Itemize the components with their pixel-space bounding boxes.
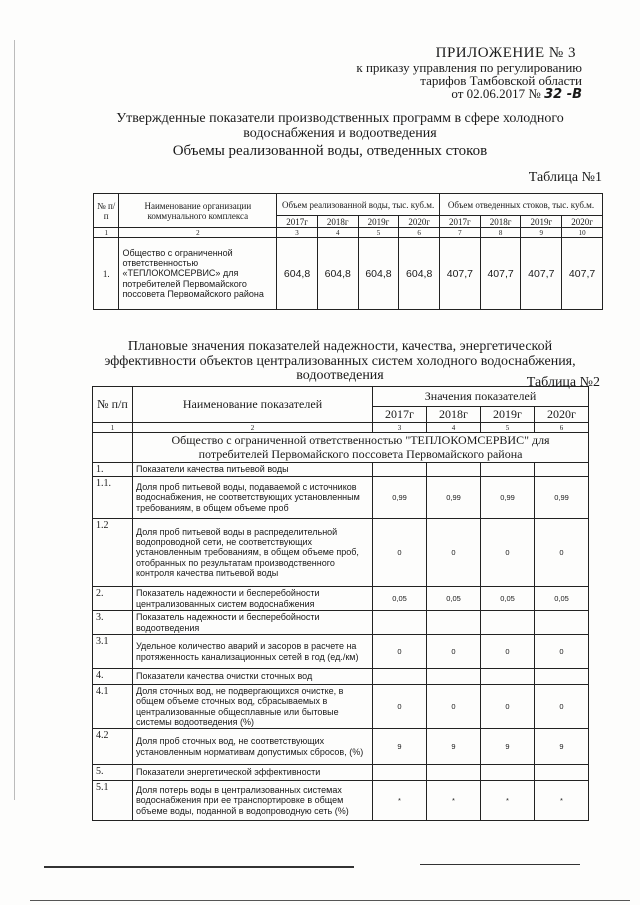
heading2-line2: эффективности объектов централизованных систем холодного водоснабжения, [104, 353, 576, 369]
t2-row-name: Доля сточных вод, не подвергающихся очистке, в общем объеме сточных вод, сбрасываемых в централизованные общесплавные или бытовые системы водоотведения (%) [133, 685, 373, 729]
table-row [93, 477, 589, 519]
t2-year: 2017г [373, 407, 427, 423]
t1-year: 2017г [277, 216, 318, 228]
t2-row-name: Доля проб питьевой воды, подаваемой с источников водоснабжения, не соответствующих установленным требованиям, в общем объеме проб [133, 477, 373, 519]
appendix-line4 [356, 87, 582, 101]
heading2-line1: Плановые значения показателей надежности, качества, энергетической [127, 339, 553, 354]
t2-row-value [427, 611, 481, 635]
t2-row-name: Удельное количество аварий и засоров в расчете на протяженность канализационных сетей в год (ед./км) [133, 635, 373, 669]
table1-label: Таблица №1 [528, 170, 602, 185]
t2-row-value: 0 [427, 635, 481, 669]
t2-row-name: Доля потерь воды в централизованных системах водоснабжения при ее транспортировке в общем объеме воды, поданной в водопроводную сеть (%) [133, 781, 373, 821]
t2-row-name: Показатели энергетической эффективности [133, 765, 373, 781]
t2-row-value [427, 669, 481, 685]
t2-row-name: Доля проб сточных вод, не соответствующих установленным нормативам допустимых сбросов, (%) [133, 729, 373, 765]
scan-edge-marks [14, 40, 15, 800]
t2-row-num: 4.1 [93, 685, 133, 729]
t2-row-name: Показатели качества питьевой воды [133, 463, 373, 477]
t2-row-value: 0 [481, 685, 535, 729]
t2-index: 1 [93, 423, 133, 433]
t2-row-value: 0,05 [481, 587, 535, 611]
t2-row-value: 0 [427, 685, 481, 729]
t2-row-num: 3. [93, 611, 133, 635]
t2-header-num: № п/п [93, 387, 133, 423]
t2-header-name: Наименование показателей [133, 387, 373, 423]
t2-row-num: 5.1 [93, 781, 133, 821]
t1-year: 2019г [358, 216, 399, 228]
t2-row-value: 0 [535, 635, 589, 669]
t2-row-value: 9 [427, 729, 481, 765]
t2-row-value: 0 [535, 519, 589, 587]
t2-row-value: 0,05 [373, 587, 427, 611]
t2-row-value [535, 611, 589, 635]
document-heading [90, 112, 590, 141]
heading-line2: водоснабжения и водоотведения [243, 125, 437, 141]
appendix-line3: тарифов Тамбовской области [420, 73, 582, 88]
t1-year: 2018г [480, 216, 521, 228]
t1-year: 2020г [562, 216, 603, 228]
table2-label: Таблица №2 [526, 375, 600, 390]
t2-index: 2 [133, 423, 373, 433]
t1-index: 2 [119, 228, 277, 238]
t2-row-num: 1.1. [93, 477, 133, 519]
t2-year: 2020г [535, 407, 589, 423]
t2-index: 3 [373, 423, 427, 433]
t2-row-name: Показатели качества очистки сточных вод [133, 669, 373, 685]
t2-row-num: 4. [93, 669, 133, 685]
t2-row-value [427, 463, 481, 477]
t2-row-value [535, 463, 589, 477]
t2-year: 2019г [481, 407, 535, 423]
t2-index: 5 [481, 423, 535, 433]
t1-year: 2020г [399, 216, 440, 228]
t2-row-name: Доля проб питьевой воды в распределительной водопроводной сети, не соответствующих установленным требованиям, в общем объеме проб, отобранных по результатам производственного контроля качества питьевой воды [133, 519, 373, 587]
table-row [93, 587, 589, 611]
t2-row-value [481, 611, 535, 635]
t2-row-value: 0,99 [427, 477, 481, 519]
table-row [93, 765, 589, 781]
t1-header-org: Наименование организации коммунального комплекса [119, 194, 277, 228]
t2-row-value [373, 765, 427, 781]
appendix-number: 32 -В [544, 87, 582, 102]
t1-row-org: Общество с ограниченной ответственностью «ТЕПЛОКОМСЕРВИС» для потребителей Первомайского поссовета Первомайского района [119, 238, 277, 310]
t2-row-num: 5. [93, 765, 133, 781]
t2-row-value: * [373, 781, 427, 821]
table-row [93, 611, 589, 635]
t1-header-sewage: Объем отведенных стоков, тыс. куб.м. [440, 194, 603, 216]
table-row [93, 519, 589, 587]
t1-year: 2017г [440, 216, 481, 228]
t1-index: 8 [480, 228, 521, 238]
table-row [93, 635, 589, 669]
t1-index: 4 [317, 228, 358, 238]
t1-index: 10 [562, 228, 603, 238]
t2-row-value: 0,05 [427, 587, 481, 611]
t2-index: 4 [427, 423, 481, 433]
t1-index: 7 [440, 228, 481, 238]
t2-org-row: Общество с ограниченной ответственностью "ТЕПЛОКОМСЕРВИС" для потребителей Первомайского поссовета Первомайского района [133, 433, 589, 463]
t2-row-value: * [535, 781, 589, 821]
t2-row-value [481, 765, 535, 781]
t2-row-value [535, 669, 589, 685]
t2-row-value: 0 [481, 519, 535, 587]
table-row [93, 781, 589, 821]
t2-row-value [427, 765, 481, 781]
t2-row-value: 0,99 [481, 477, 535, 519]
t2-index: 6 [535, 423, 589, 433]
table-row [93, 729, 589, 765]
t2-row-name: Показатель надежности и бесперебойности водоотведения [133, 611, 373, 635]
t1-row-num: 1. [94, 238, 119, 310]
t2-row-value [373, 611, 427, 635]
t1-value: 407,7 [440, 238, 481, 310]
heading-line1: Утвержденные показатели производственных программ в сфере холодного [116, 111, 564, 126]
t2-row-value: 9 [481, 729, 535, 765]
t1-value: 407,7 [480, 238, 521, 310]
t2-row-value [481, 669, 535, 685]
t2-row-value: 0 [373, 635, 427, 669]
t1-index: 5 [358, 228, 399, 238]
t1-year: 2018г [317, 216, 358, 228]
t1-value: 604,8 [317, 238, 358, 310]
t2-row-num: 1. [93, 463, 133, 477]
t2-row-value: 0 [427, 519, 481, 587]
t1-value: 407,7 [562, 238, 603, 310]
t2-row-num: 2. [93, 587, 133, 611]
t2-row-value: 0,99 [373, 477, 427, 519]
t2-row-value: 0 [373, 685, 427, 729]
table-row [93, 685, 589, 729]
appendix-block [356, 46, 582, 101]
appendix-line2: к приказу управления по регулированию [356, 60, 582, 75]
t2-row-value [373, 463, 427, 477]
table-row [93, 669, 589, 685]
t2-row-value [481, 463, 535, 477]
t2-row-name: Показатель надежности и бесперебойности централизованных систем водоснабжения [133, 587, 373, 611]
appendix-date: от 02.06.2017 № [451, 86, 541, 101]
t2-row-value: 0 [481, 635, 535, 669]
t2-row-value [535, 765, 589, 781]
scan-footer-line [30, 900, 630, 901]
t1-year: 2019г [521, 216, 562, 228]
t1-header-num: № п/п [94, 194, 119, 228]
t2-row-num: 4.2 [93, 729, 133, 765]
t2-row-num: 1.2 [93, 519, 133, 587]
subtitle: Объемы реализованной воды, отведенных стоков [172, 143, 488, 159]
scan-bottom-line-short [420, 864, 580, 865]
t1-header-water: Объем реализованной воды, тыс. куб.м. [277, 194, 440, 216]
t1-value: 604,8 [277, 238, 318, 310]
t2-row-value: 0 [373, 519, 427, 587]
t2-row-value: 9 [373, 729, 427, 765]
heading2-line3: водоотведения [296, 368, 384, 384]
appendix-title: ПРИЛОЖЕНИЕ № 3 [435, 45, 576, 61]
t1-index: 6 [399, 228, 440, 238]
t2-row-value: 0,99 [535, 477, 589, 519]
t1-index: 1 [94, 228, 119, 238]
t2-row-value: * [481, 781, 535, 821]
table-row [94, 238, 603, 310]
t1-value: 407,7 [521, 238, 562, 310]
t1-index: 3 [277, 228, 318, 238]
table-row [93, 463, 589, 477]
t2-header-values: Значения показателей [373, 387, 589, 407]
t2-row-value: 0,05 [535, 587, 589, 611]
table2 [92, 386, 589, 821]
t2-row-num: 3.1 [93, 635, 133, 669]
t2-row-value: * [427, 781, 481, 821]
t2-row-value: 0 [535, 685, 589, 729]
t1-value: 604,8 [358, 238, 399, 310]
t1-index: 9 [521, 228, 562, 238]
t2-body [93, 463, 589, 821]
t1-value: 604,8 [399, 238, 440, 310]
table1 [93, 193, 603, 310]
heading2 [90, 340, 590, 384]
scan-bottom-line [44, 866, 354, 868]
t2-year: 2018г [427, 407, 481, 423]
t2-row-value [373, 669, 427, 685]
t2-row-value: 9 [535, 729, 589, 765]
